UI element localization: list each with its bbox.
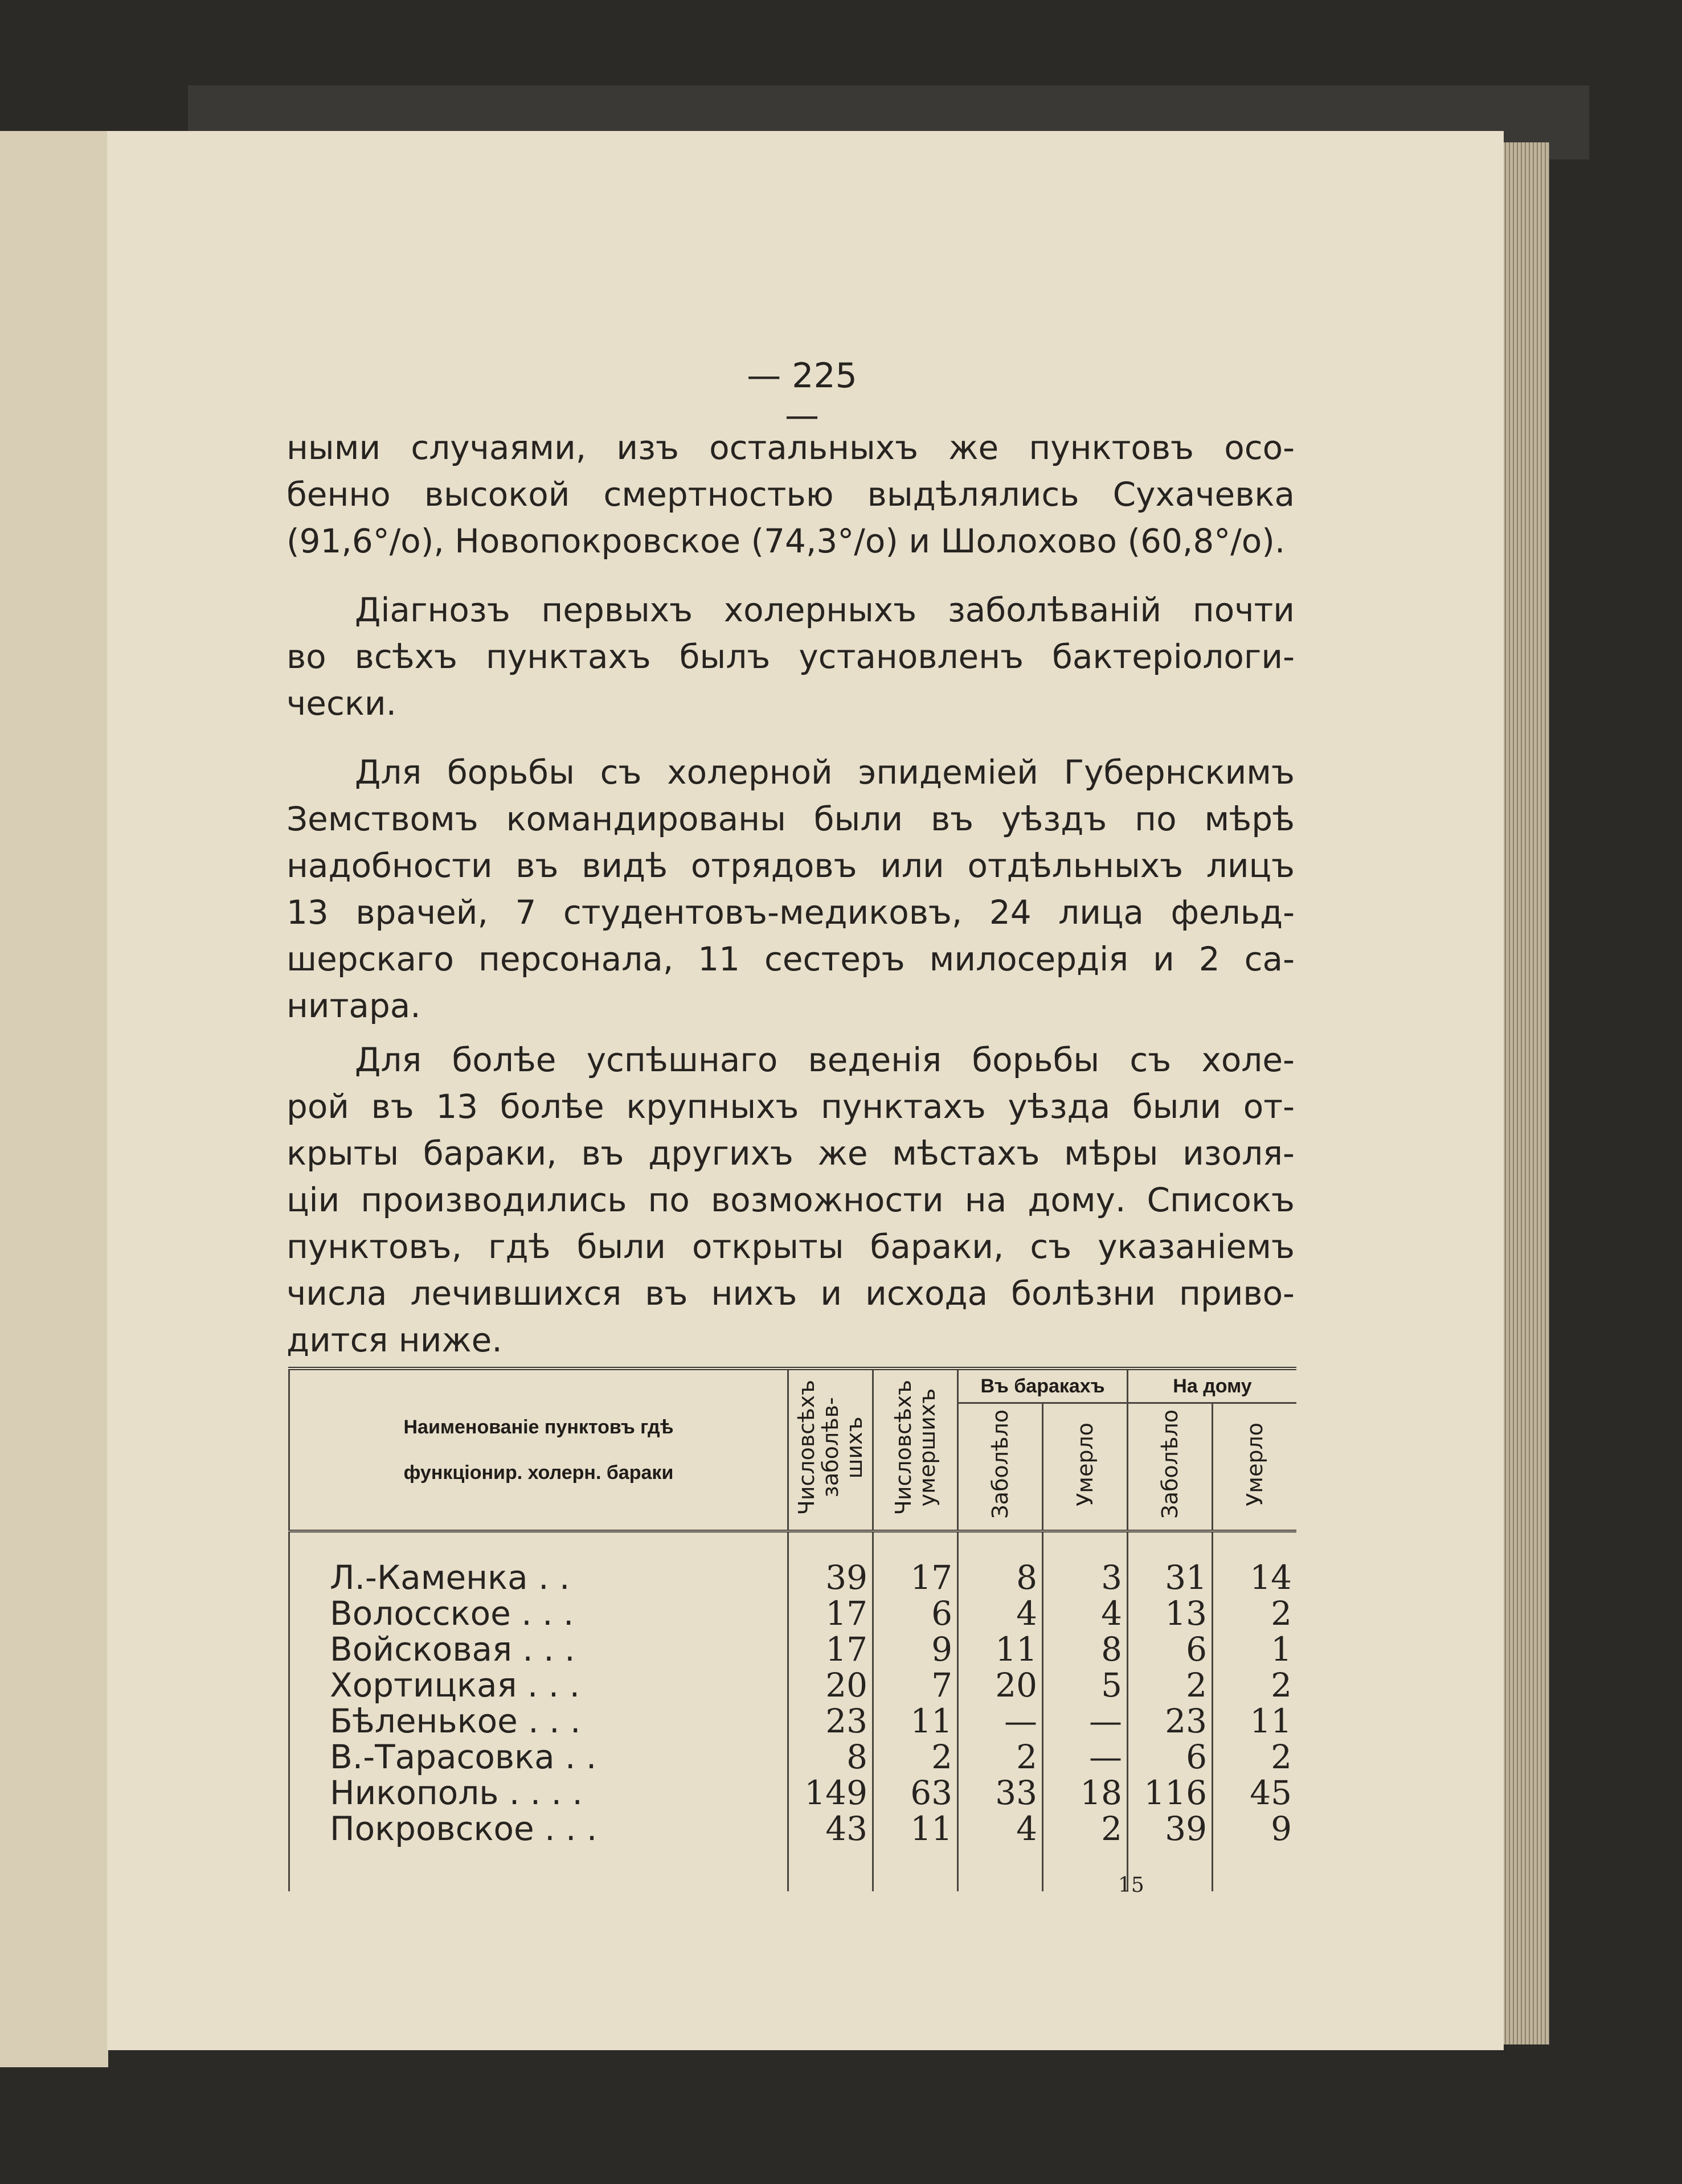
cell-home-sick: 31 <box>1128 1560 1213 1596</box>
cell-total-sick: 17 <box>788 1632 873 1667</box>
cell-total-sick: 43 <box>788 1811 873 1847</box>
text-line: Для болѣе успѣшнаго веденія борьбы съ холе- <box>355 1040 1295 1079</box>
text-line: нитара. <box>287 986 421 1025</box>
cell-home-sick: 6 <box>1128 1632 1213 1667</box>
text-line: крыты бараки, въ другихъ же мѣстахъ мѣры изоля- <box>287 1134 1295 1173</box>
cell-bar-dead: 8 <box>1043 1632 1128 1667</box>
text-line: бенно высокой смертностью выдѣлялись Сухачевка <box>287 475 1295 514</box>
header-home-sick: Заболѣло <box>1128 1403 1213 1531</box>
paragraph-4 <box>287 1036 1295 1363</box>
signature-mark: 15 <box>1118 1874 1144 1897</box>
cell-bar-sick: 8 <box>958 1560 1043 1596</box>
cell-total-dead: 9 <box>873 1632 958 1667</box>
cell-total-dead: 7 <box>873 1667 958 1703</box>
cell-home-sick: 2 <box>1128 1667 1213 1703</box>
cell-total-dead: 11 <box>873 1703 958 1739</box>
text-line: (91,6°/о), Новопокровское (74,3°/о) и Шолохово (60,8°/о). <box>287 522 1286 560</box>
book-page <box>107 131 1504 2050</box>
table-row <box>289 1632 1297 1667</box>
table-row <box>289 1596 1297 1632</box>
location-name: Волосское . . . <box>289 1596 788 1632</box>
page-number: — 225 — <box>747 356 857 436</box>
header-location-line-2: функціонир. холерн. бараки <box>403 1462 674 1484</box>
cell-total-dead: 2 <box>873 1739 958 1775</box>
location-name: Хортицкая . . . <box>289 1667 788 1703</box>
facing-page <box>0 131 108 2067</box>
cell-home-dead: 2 <box>1213 1596 1297 1632</box>
text-line: 13 врачей, 7 студентовъ-медиковъ, 24 лица фельд- <box>287 893 1295 932</box>
text-line: шерскаго персонала, 11 сестеръ милосердія и 2 са- <box>287 940 1295 978</box>
header-total-dead: Числовсѣхъ умершихъ <box>873 1368 958 1531</box>
page-edges <box>1498 142 1549 2044</box>
paragraph-3 <box>287 749 1295 1029</box>
cell-total-sick: 149 <box>788 1775 873 1811</box>
cell-bar-sick: 4 <box>958 1811 1043 1847</box>
cell-home-dead: 2 <box>1213 1739 1297 1775</box>
location-name: Л.-Каменка . . <box>289 1560 788 1596</box>
cell-bar-dead: — <box>1043 1703 1128 1739</box>
table-spacer <box>289 1531 1297 1560</box>
location-name: Бѣленькое . . . <box>289 1703 788 1739</box>
cell-total-sick: 8 <box>788 1739 873 1775</box>
cell-home-sick: 23 <box>1128 1703 1213 1739</box>
text-line: Діагнозъ первыхъ холерныхъ заболѣваній почти <box>355 591 1295 629</box>
table-row <box>289 1667 1297 1703</box>
cell-bar-sick: 33 <box>958 1775 1043 1811</box>
cell-bar-dead: 2 <box>1043 1811 1128 1847</box>
text-line: Для борьбы съ холерной эпидеміей Губернскимъ <box>355 753 1295 792</box>
paragraph-1 <box>287 424 1295 564</box>
text-line: рой въ 13 болѣе крупныхъ пунктахъ уѣзда были от- <box>287 1087 1295 1126</box>
cell-total-dead: 63 <box>873 1775 958 1811</box>
location-name: Войсковая . . . <box>289 1632 788 1667</box>
cell-total-sick: 17 <box>788 1596 873 1632</box>
cell-bar-sick: — <box>958 1703 1043 1739</box>
location-name: Никополь . . . . <box>289 1775 788 1811</box>
header-location <box>289 1368 788 1531</box>
table-row <box>289 1811 1297 1847</box>
location-name: Покровское . . . <box>289 1811 788 1847</box>
table-row <box>289 1775 1297 1811</box>
text-line: Земствомъ командированы были въ уѣздъ по мѣрѣ <box>287 800 1295 838</box>
cell-bar-dead: 4 <box>1043 1596 1128 1632</box>
cell-home-sick: 6 <box>1128 1739 1213 1775</box>
header-barracks: Въ баракахъ <box>958 1368 1128 1403</box>
cell-total-dead: 6 <box>873 1596 958 1632</box>
cell-home-dead: 1 <box>1213 1632 1297 1667</box>
cell-bar-sick: 2 <box>958 1739 1043 1775</box>
text-line: дится ниже. <box>287 1321 502 1359</box>
table-row <box>289 1739 1297 1775</box>
table-row <box>289 1703 1297 1739</box>
text-line: чески. <box>287 684 397 723</box>
cell-home-dead: 11 <box>1213 1703 1297 1739</box>
cell-home-dead: 2 <box>1213 1667 1297 1703</box>
header-home: На дому <box>1128 1368 1297 1403</box>
text-line: надобности въ видѣ отрядовъ или отдѣльныхъ лицъ <box>287 846 1295 885</box>
text-line: во всѣхъ пунктахъ былъ установленъ бактеріологи- <box>287 637 1295 676</box>
table-body <box>289 1531 1297 1892</box>
barracks-table <box>288 1367 1296 1891</box>
cell-home-sick: 39 <box>1128 1811 1213 1847</box>
text-line: пунктовъ, гдѣ были открыты бараки, съ указаніемъ <box>287 1227 1295 1266</box>
header-home-dead: Умерло <box>1213 1403 1297 1531</box>
cell-home-sick: 116 <box>1128 1775 1213 1811</box>
paragraph-2 <box>287 587 1295 727</box>
cell-bar-dead: 18 <box>1043 1775 1128 1811</box>
header-total-sick: Числовсѣхъ заболѣв- шихъ <box>788 1368 873 1531</box>
text-line: числа лечившихся въ нихъ и исхода болѣзни приво- <box>287 1274 1295 1313</box>
table-row <box>289 1560 1297 1596</box>
cell-home-dead: 45 <box>1213 1775 1297 1811</box>
header-location-line-1: Наименованіе пунктовъ гдѣ <box>403 1416 674 1438</box>
cell-total-sick: 39 <box>788 1560 873 1596</box>
header-barracks-dead: Умерло <box>1043 1403 1128 1531</box>
cell-home-dead: 9 <box>1213 1811 1297 1847</box>
text-line: ными случаями, изъ остальныхъ же пунктовъ осо- <box>287 428 1295 467</box>
cell-total-sick: 23 <box>788 1703 873 1739</box>
location-name: В.-Тарасовка . . <box>289 1739 788 1775</box>
cell-home-sick: 13 <box>1128 1596 1213 1632</box>
cell-home-dead: 14 <box>1213 1560 1297 1596</box>
table-tail <box>289 1847 1297 1891</box>
cell-bar-sick: 4 <box>958 1596 1043 1632</box>
header-barracks-sick: Заболѣло <box>958 1403 1043 1531</box>
cell-total-sick: 20 <box>788 1667 873 1703</box>
cell-total-dead: 11 <box>873 1811 958 1847</box>
cell-bar-dead: 5 <box>1043 1667 1128 1703</box>
cell-bar-dead: — <box>1043 1739 1128 1775</box>
cell-bar-dead: 3 <box>1043 1560 1128 1596</box>
cell-total-dead: 17 <box>873 1560 958 1596</box>
cell-bar-sick: 11 <box>958 1632 1043 1667</box>
cell-bar-sick: 20 <box>958 1667 1043 1703</box>
text-line: ціи производились по возможности на дому. Списокъ <box>287 1181 1295 1219</box>
